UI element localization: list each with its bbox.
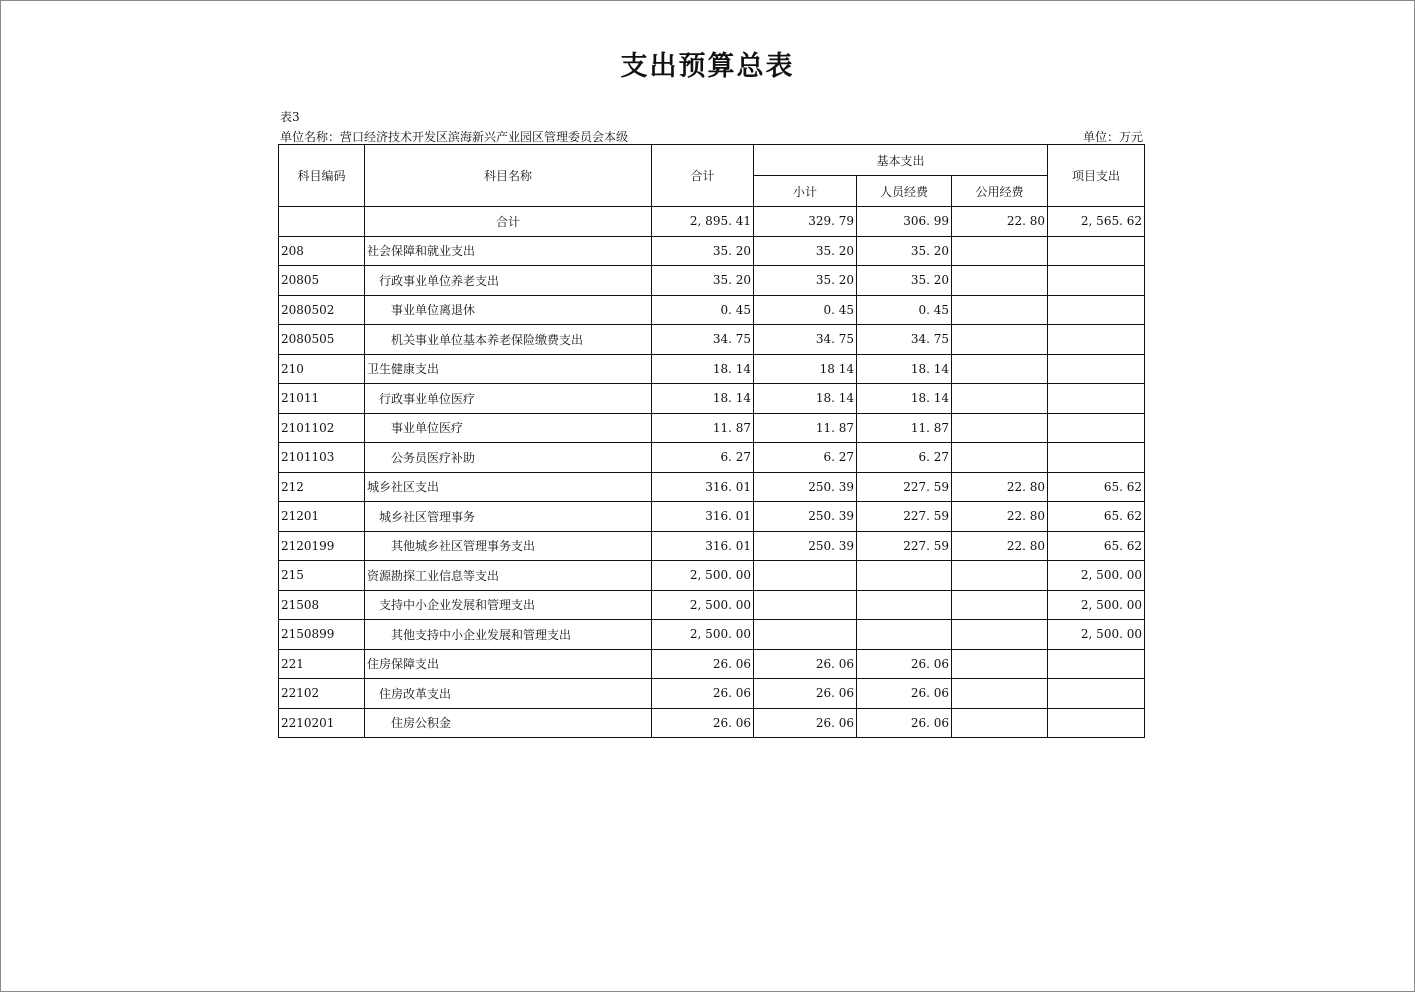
table-row — [279, 413, 1145, 443]
table-row — [279, 384, 1145, 414]
cell-personnel: 306. 99 — [857, 207, 952, 237]
cell-project: 2, 500. 00 — [1048, 590, 1145, 620]
cell-subtotal: 6. 27 — [754, 443, 857, 473]
cell-total: 26. 06 — [652, 679, 754, 709]
cell-public — [952, 443, 1048, 473]
table-row — [279, 443, 1145, 473]
table-row — [279, 502, 1145, 532]
cell-code: 20805 — [279, 266, 365, 296]
cell-total: 2, 500. 00 — [652, 620, 754, 650]
cell-subtotal — [754, 561, 857, 591]
cell-total: 6. 27 — [652, 443, 754, 473]
cell-personnel: 26. 06 — [857, 649, 952, 679]
cell-personnel: 26. 06 — [857, 679, 952, 709]
cell-subtotal: 34. 75 — [754, 325, 857, 355]
cell-code: 2101103 — [279, 443, 365, 473]
cell-project — [1048, 679, 1145, 709]
cell-name: 其他支持中小企业发展和管理支出 — [365, 620, 652, 650]
cell-subtotal: 329. 79 — [754, 207, 857, 237]
cell-public — [952, 295, 1048, 325]
header-name: 科目名称 — [365, 145, 652, 207]
cell-name: 机关事业单位基本养老保险缴费支出 — [365, 325, 652, 355]
table-row — [279, 561, 1145, 591]
cell-code: 2150899 — [279, 620, 365, 650]
cell-public — [952, 266, 1048, 296]
cell-code: 210 — [279, 354, 365, 384]
cell-name: 住房公积金 — [365, 708, 652, 738]
cell-public — [952, 649, 1048, 679]
cell-public — [952, 590, 1048, 620]
cell-code — [279, 207, 365, 237]
cell-subtotal: 26. 06 — [754, 708, 857, 738]
header-personnel: 人员经费 — [857, 176, 952, 207]
cell-public — [952, 708, 1048, 738]
header-code: 科目编码 — [279, 145, 365, 207]
cell-project — [1048, 443, 1145, 473]
cell-subtotal: 18. 14 — [754, 384, 857, 414]
cell-name: 社会保障和就业支出 — [365, 236, 652, 266]
cell-project: 65. 62 — [1048, 502, 1145, 532]
cell-personnel: 227. 59 — [857, 531, 952, 561]
cell-total: 11. 87 — [652, 413, 754, 443]
cell-project — [1048, 708, 1145, 738]
table-row — [279, 325, 1145, 355]
cell-name: 支持中小企业发展和管理支出 — [365, 590, 652, 620]
cell-personnel: 6. 27 — [857, 443, 952, 473]
cell-subtotal: 250. 39 — [754, 472, 857, 502]
cell-total: 35. 20 — [652, 236, 754, 266]
cell-public — [952, 620, 1048, 650]
cell-subtotal: 35. 20 — [754, 266, 857, 296]
cell-public: 22. 80 — [952, 531, 1048, 561]
table-row — [279, 295, 1145, 325]
cell-total: 26. 06 — [652, 708, 754, 738]
cell-personnel: 11. 87 — [857, 413, 952, 443]
cell-subtotal: 0. 45 — [754, 295, 857, 325]
cell-subtotal: 11. 87 — [754, 413, 857, 443]
header-public: 公用经费 — [952, 176, 1048, 207]
cell-code: 21011 — [279, 384, 365, 414]
cell-project — [1048, 649, 1145, 679]
cell-public — [952, 561, 1048, 591]
cell-name: 住房改革支出 — [365, 679, 652, 709]
cell-public — [952, 384, 1048, 414]
cell-code: 2101102 — [279, 413, 365, 443]
cell-total: 18. 14 — [652, 354, 754, 384]
cell-public — [952, 325, 1048, 355]
cell-personnel: 35. 20 — [857, 266, 952, 296]
cell-personnel — [857, 561, 952, 591]
cell-personnel — [857, 590, 952, 620]
cell-personnel: 0. 45 — [857, 295, 952, 325]
page-title: 支出预算总表 — [620, 51, 795, 82]
table-row — [279, 708, 1145, 738]
table-number: 表3 — [280, 110, 300, 124]
cell-personnel: 35. 20 — [857, 236, 952, 266]
table-row — [279, 266, 1145, 296]
cell-total: 26. 06 — [652, 649, 754, 679]
cell-project — [1048, 325, 1145, 355]
cell-project — [1048, 413, 1145, 443]
cell-public — [952, 354, 1048, 384]
cell-name: 合计 — [365, 207, 652, 237]
cell-code: 21508 — [279, 590, 365, 620]
cell-total: 316. 01 — [652, 472, 754, 502]
table-row — [279, 649, 1145, 679]
cell-public: 22. 80 — [952, 207, 1048, 237]
cell-total: 316. 01 — [652, 502, 754, 532]
table-row — [279, 207, 1145, 237]
table-row — [279, 679, 1145, 709]
cell-total: 0. 45 — [652, 295, 754, 325]
cell-project: 2, 500. 00 — [1048, 620, 1145, 650]
cell-name: 资源勘探工业信息等支出 — [365, 561, 652, 591]
cell-project — [1048, 266, 1145, 296]
cell-total: 34. 75 — [652, 325, 754, 355]
cell-subtotal: 26. 06 — [754, 679, 857, 709]
cell-name: 卫生健康支出 — [365, 354, 652, 384]
cell-project — [1048, 295, 1145, 325]
cell-code: 212 — [279, 472, 365, 502]
cell-project — [1048, 384, 1145, 414]
header-basic: 基本支出 — [754, 145, 1048, 176]
cell-code: 2210201 — [279, 708, 365, 738]
cell-code: 215 — [279, 561, 365, 591]
cell-personnel: 26. 06 — [857, 708, 952, 738]
cell-project: 65. 62 — [1048, 472, 1145, 502]
header-project: 项目支出 — [1048, 145, 1145, 207]
header-subtotal: 小计 — [754, 176, 857, 207]
cell-code: 21201 — [279, 502, 365, 532]
cell-total: 2, 895. 41 — [652, 207, 754, 237]
cell-public: 22. 80 — [952, 502, 1048, 532]
cell-subtotal: 18 14 — [754, 354, 857, 384]
cell-name: 城乡社区支出 — [365, 472, 652, 502]
cell-total: 18. 14 — [652, 384, 754, 414]
cell-name: 事业单位医疗 — [365, 413, 652, 443]
table-row — [279, 531, 1145, 561]
cell-total: 2, 500. 00 — [652, 590, 754, 620]
cell-subtotal: 26. 06 — [754, 649, 857, 679]
unit-name: 单位名称：营口经济技术开发区滨海新兴产业园区管理委员会本级 — [280, 130, 629, 144]
cell-code: 2080502 — [279, 295, 365, 325]
cell-total: 316. 01 — [652, 531, 754, 561]
cell-public — [952, 236, 1048, 266]
cell-personnel: 227. 59 — [857, 502, 952, 532]
budget-table — [278, 144, 1145, 738]
cell-name: 其他城乡社区管理事务支出 — [365, 531, 652, 561]
table-row — [279, 354, 1145, 384]
cell-subtotal: 250. 39 — [754, 531, 857, 561]
cell-name: 行政事业单位医疗 — [365, 384, 652, 414]
cell-name: 公务员医疗补助 — [365, 443, 652, 473]
cell-public — [952, 679, 1048, 709]
cell-personnel: 18. 14 — [857, 384, 952, 414]
cell-code: 22102 — [279, 679, 365, 709]
table-row — [279, 236, 1145, 266]
cell-name: 住房保障支出 — [365, 649, 652, 679]
cell-public: 22. 80 — [952, 472, 1048, 502]
cell-code: 2120199 — [279, 531, 365, 561]
cell-subtotal — [754, 620, 857, 650]
cell-personnel: 18. 14 — [857, 354, 952, 384]
cell-personnel — [857, 620, 952, 650]
cell-name: 事业单位离退休 — [365, 295, 652, 325]
cell-project: 65. 62 — [1048, 531, 1145, 561]
table-body — [279, 207, 1145, 738]
cell-public — [952, 413, 1048, 443]
unit-label: 单位：万元 — [1082, 130, 1143, 144]
header-total: 合计 — [652, 145, 754, 207]
cell-name: 城乡社区管理事务 — [365, 502, 652, 532]
table-row — [279, 590, 1145, 620]
cell-code: 221 — [279, 649, 365, 679]
cell-subtotal: 35. 20 — [754, 236, 857, 266]
cell-subtotal — [754, 590, 857, 620]
cell-code: 2080505 — [279, 325, 365, 355]
cell-code: 208 — [279, 236, 365, 266]
table-row — [279, 620, 1145, 650]
cell-project: 2, 500. 00 — [1048, 561, 1145, 591]
cell-total: 35. 20 — [652, 266, 754, 296]
cell-subtotal: 250. 39 — [754, 502, 857, 532]
cell-project — [1048, 236, 1145, 266]
cell-name: 行政事业单位养老支出 — [365, 266, 652, 296]
cell-personnel: 34. 75 — [857, 325, 952, 355]
cell-personnel: 227. 59 — [857, 472, 952, 502]
cell-project: 2, 565. 62 — [1048, 207, 1145, 237]
cell-total: 2, 500. 00 — [652, 561, 754, 591]
cell-project — [1048, 354, 1145, 384]
table-row — [279, 472, 1145, 502]
